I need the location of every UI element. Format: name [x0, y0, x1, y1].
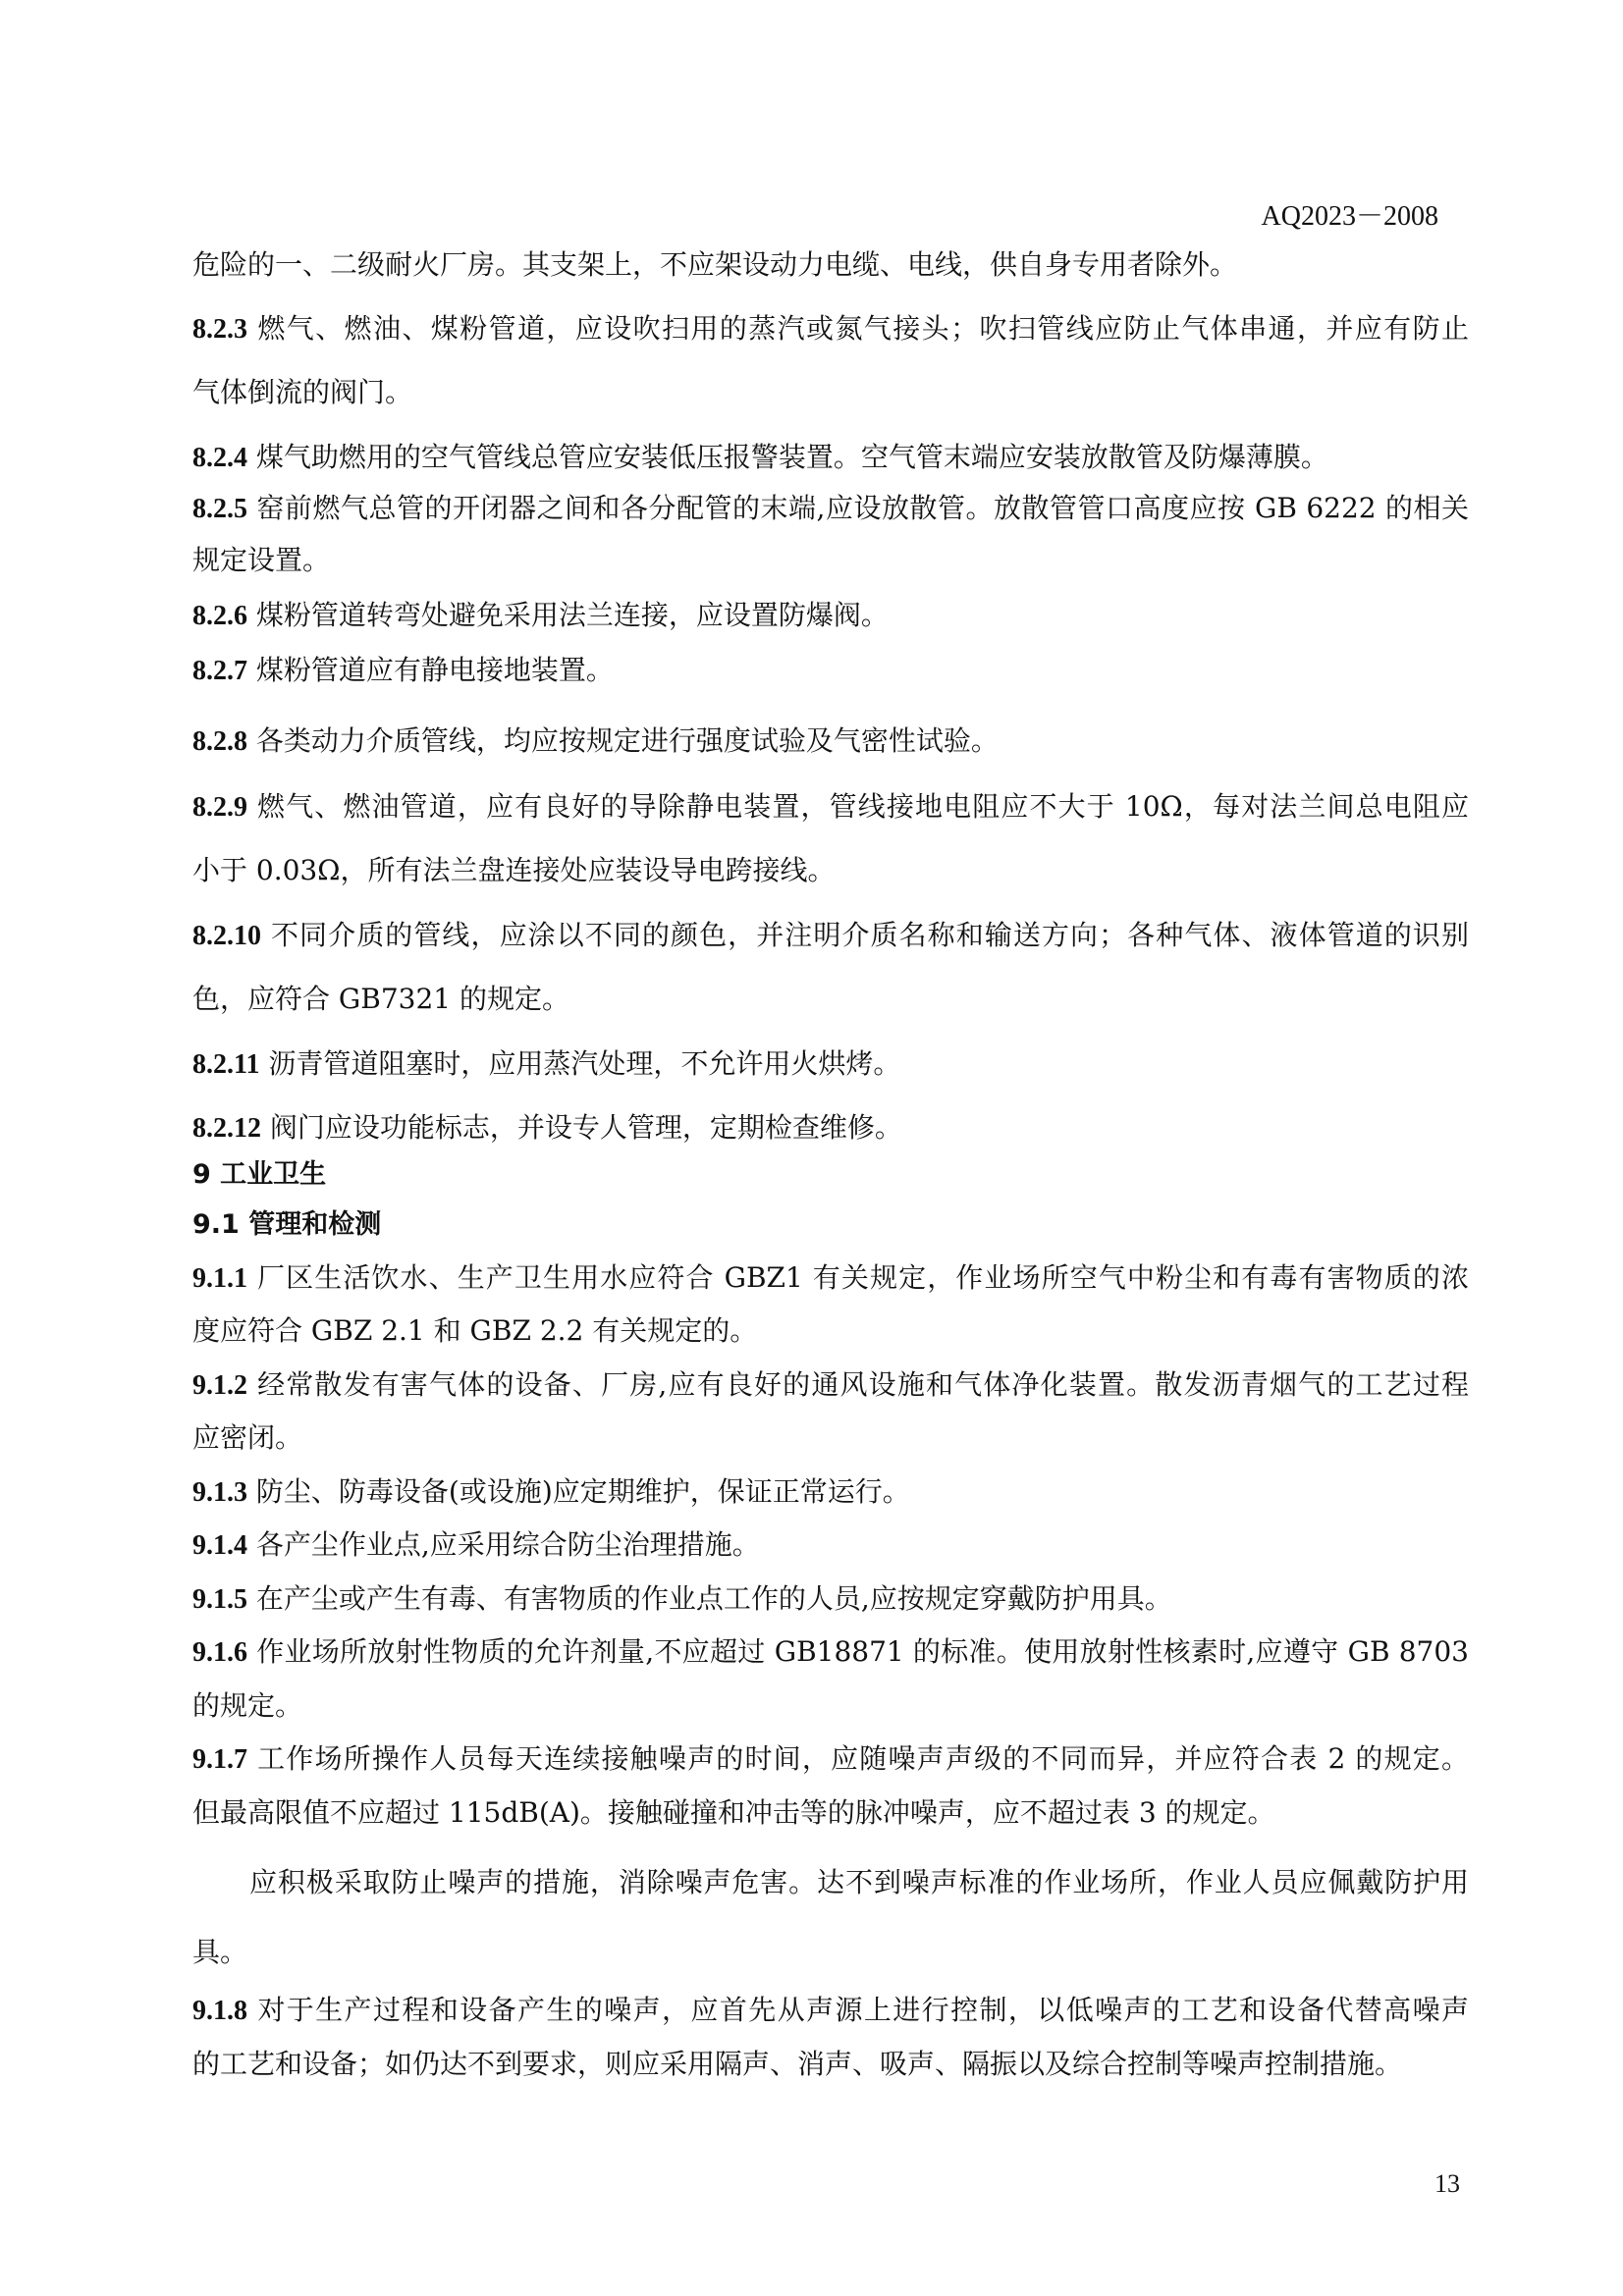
text-line: 规定设置。 [192, 544, 331, 576]
clause-number: 8.2.8 [192, 726, 247, 757]
clause-number: 9.1.1 [192, 1263, 247, 1294]
clause-number: 9.1.4 [192, 1530, 247, 1561]
clause-8-2-3: 8.2.3 燃气、燃油、煤粉管道，应设吹扫用的蒸汽或氮气接头；吹扫管线应防止气体串通，并应有防止 [192, 312, 1469, 345]
clause-number: 8.2.9 [192, 792, 247, 823]
text-line: 气体倒流的阀门。 [192, 376, 413, 408]
text-line: 的规定。 [192, 1689, 303, 1722]
clause-9-1-4: 9.1.4 各产尘作业点,应采用综合防尘治理措施。 [192, 1528, 760, 1561]
text-line: 应积极采取防止噪声的措施，消除噪声危害。达不到噪声标准的作业场所，作业人员应佩戴防护用 [249, 1866, 1469, 1898]
clause-number: 8.2.3 [192, 314, 247, 345]
document-code-header: AQ2023－2008 [1261, 201, 1438, 232]
clause-number: 9.1.2 [192, 1370, 247, 1401]
clause-number: 9.1.5 [192, 1584, 247, 1615]
text-line: 度应符合 GBZ 2.1 和 GBZ 2.2 有关规定的。 [192, 1314, 758, 1347]
subsection-heading: 9.1 管理和检测 [192, 1209, 382, 1240]
clause-8-2-6: 8.2.6 煤粉管道转弯处避免采用法兰连接，应设置防爆阀。 [192, 599, 889, 631]
clause-number: 9.1.6 [192, 1637, 247, 1668]
clause-8-2-11: 8.2.11 沥青管道阻塞时，应用蒸汽处理，不允许用火烘烤。 [192, 1047, 901, 1080]
text-line: 危险的一、二级耐火厂房。其支架上，不应架设动力电缆、电线，供自身专用者除外。 [192, 248, 1238, 281]
clause-8-2-4: 8.2.4 煤气助燃用的空气管线总管应安装低压报警装置。空气管末端应安装放散管及防爆薄膜。 [192, 441, 1328, 473]
clause-8-2-10: 8.2.10 不同介质的管线，应涂以不同的颜色，并注明介质名称和输送方向；各种气体、液体管道的识别 [192, 919, 1469, 951]
text-line: 的工艺和设备；如仍达不到要求，则应采用隔声、消声、吸声、隔振以及综合控制等噪声控制措施。 [192, 2048, 1403, 2080]
clause-9-1-6: 9.1.6 作业场所放射性物质的允许剂量,不应超过 GB18871 的标准。使用放射性核素时,应遵守 GB 8703 [192, 1635, 1469, 1668]
clause-9-1-2: 9.1.2 经常散发有害气体的设备、厂房,应有良好的通风设施和气体净化装置。散发沥青烟气的工艺过程 [192, 1368, 1470, 1401]
clause-8-2-9: 8.2.9 燃气、燃油管道，应有良好的导除静电装置，管线接地电阻应不大于 10Ω，每对法兰间总电阻应 [192, 790, 1469, 823]
clause-number: 8.2.4 [192, 443, 247, 473]
text-line: 应密闭。 [192, 1421, 303, 1454]
clause-number: 8.2.12 [192, 1113, 261, 1144]
page-number: 13 [1434, 2169, 1460, 2198]
clause-number: 9.1.7 [192, 1744, 247, 1775]
clause-number: 9.1.8 [192, 1996, 247, 2026]
clause-9-1-3: 9.1.3 防尘、防毒设备(或设施)应定期维护，保证正常运行。 [192, 1475, 910, 1508]
clause-8-2-7: 8.2.7 煤粉管道应有静电接地装置。 [192, 654, 614, 686]
clause-number: 8.2.10 [192, 921, 261, 951]
clause-9-1-5: 9.1.5 在产尘或产生有毒、有害物质的作业点工作的人员,应按规定穿戴防护用具。 [192, 1582, 1172, 1615]
clause-number: 8.2.5 [192, 494, 247, 524]
clause-number: 8.2.11 [192, 1049, 260, 1080]
clause-number: 8.2.6 [192, 601, 247, 631]
text-line: 具。 [192, 1936, 248, 1968]
clause-9-1-7: 9.1.7 工作场所操作人员每天连续接触噪声的时间，应随噪声声级的不同而异，并应符合表 2 的规定。 [192, 1742, 1470, 1775]
clause-number: 8.2.7 [192, 656, 247, 686]
text-line: 小于 0.03Ω，所有法兰盘连接处应装设导电跨接线。 [192, 854, 836, 886]
clause-8-2-12: 8.2.12 阀门应设功能标志，并设专人管理，定期检查维修。 [192, 1111, 902, 1144]
text-line: 色，应符合 GB7321 的规定。 [192, 983, 570, 1015]
clause-9-1-8: 9.1.8 对于生产过程和设备产生的噪声，应首先从声源上进行控制，以低噪声的工艺和设备代替高噪声 [192, 1994, 1469, 2026]
section-heading: 9 工业卫生 [192, 1159, 327, 1190]
clause-8-2-5: 8.2.5 窑前燃气总管的开闭器之间和各分配管的末端,应设放散管。放散管管口高度应按 GB 6222 的相关 [192, 492, 1470, 524]
clause-8-2-8: 8.2.8 各类动力介质管线，均应按规定进行强度试验及气密性试验。 [192, 724, 999, 757]
clause-9-1-1: 9.1.1 厂区生活饮水、生产卫生用水应符合 GBZ1 有关规定，作业场所空气中粉尘和有毒有害物质的浓 [192, 1261, 1469, 1294]
text-line: 但最高限值不应超过 115dB(A)。接触碰撞和冲击等的脉冲噪声，应不超过表 3 的规定。 [192, 1796, 1275, 1829]
clause-number: 9.1.3 [192, 1477, 247, 1508]
